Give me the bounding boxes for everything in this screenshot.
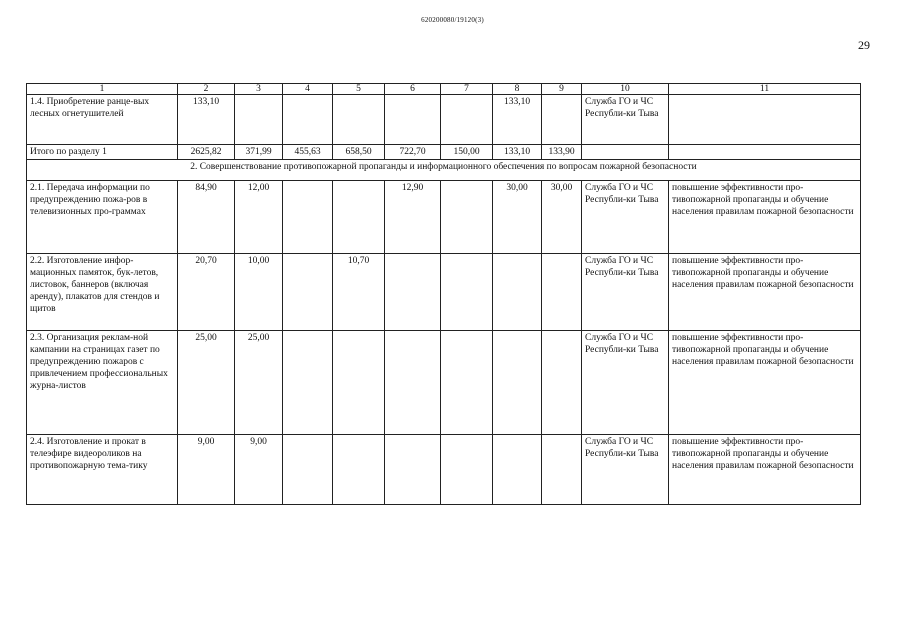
executor-cell: Служба ГО и ЧС Республи-ки Тыва — [582, 95, 669, 145]
column-header: 8 — [493, 84, 542, 95]
value-cell: 371,99 — [235, 145, 283, 160]
value-cell: 9,00 — [178, 435, 235, 505]
table-row — [27, 331, 861, 435]
value-cell — [385, 331, 441, 435]
value-cell: 133,10 — [178, 95, 235, 145]
value-cell — [542, 95, 582, 145]
value-cell — [542, 435, 582, 505]
total-row — [27, 145, 861, 160]
result-cell: повышение эффективности про-тивопожарной пропаганды и обучение населения правилам пожарной безопасности — [669, 181, 861, 254]
result-cell — [669, 95, 861, 145]
column-header: 2 — [178, 84, 235, 95]
value-cell — [333, 181, 385, 254]
section-row — [27, 160, 861, 181]
executor-cell — [582, 145, 669, 160]
value-cell — [441, 95, 493, 145]
value-cell: 150,00 — [441, 145, 493, 160]
value-cell — [441, 181, 493, 254]
value-cell — [385, 95, 441, 145]
value-cell: 30,00 — [493, 181, 542, 254]
value-cell — [235, 95, 283, 145]
value-cell: 455,63 — [283, 145, 333, 160]
executor-cell: Служба ГО и ЧС Республи-ки Тыва — [582, 181, 669, 254]
column-header: 10 — [582, 84, 669, 95]
column-header: 9 — [542, 84, 582, 95]
table-row — [27, 254, 861, 331]
value-cell: 722,70 — [385, 145, 441, 160]
result-cell — [669, 145, 861, 160]
value-cell — [493, 331, 542, 435]
document-id: 620200080/19120(3) — [421, 16, 484, 24]
column-header: 11 — [669, 84, 861, 95]
table-row — [27, 435, 861, 505]
table-row — [27, 181, 861, 254]
value-cell: 9,00 — [235, 435, 283, 505]
measure-name: 2.2. Изготовление инфор-мационных памяток, бук-летов, листовок, баннеров (включая аренду), плакатов для стендов и щитов — [27, 254, 178, 331]
total-label: Итого по разделу 1 — [27, 145, 178, 160]
value-cell: 10,00 — [235, 254, 283, 331]
value-cell — [385, 254, 441, 331]
executor-cell: Служба ГО и ЧС Республи-ки Тыва — [582, 435, 669, 505]
column-header: 5 — [333, 84, 385, 95]
column-header: 1 — [27, 84, 178, 95]
measure-name: 2.4. Изготовление и прокат в телеэфире видеороликов на противопожарную тема-тику — [27, 435, 178, 505]
value-cell — [283, 435, 333, 505]
value-cell: 2625,82 — [178, 145, 235, 160]
column-header: 6 — [385, 84, 441, 95]
page-number: 29 — [858, 38, 870, 52]
value-cell: 20,70 — [178, 254, 235, 331]
value-cell — [283, 331, 333, 435]
value-cell: 12,00 — [235, 181, 283, 254]
measure-name: 1.4. Приобретение ранце-вых лесных огнетушителей — [27, 95, 178, 145]
result-cell: повышение эффективности про-тивопожарной пропаганды и обучение населения правилам пожарной безопасности — [669, 331, 861, 435]
value-cell — [385, 435, 441, 505]
value-cell: 133,10 — [493, 145, 542, 160]
value-cell: 133,90 — [542, 145, 582, 160]
section-title: 2. Совершенствование противопожарной пропаганды и информационного обеспечения по вопросам пожарной безопасности — [27, 160, 861, 181]
value-cell: 10,70 — [333, 254, 385, 331]
measure-name: 2.3. Организация реклам-ной кампании на страницах газет по предупреждению пожаров с привлечением профессиональных журна-листов — [27, 331, 178, 435]
value-cell — [542, 254, 582, 331]
column-header: 7 — [441, 84, 493, 95]
value-cell — [493, 435, 542, 505]
value-cell — [333, 331, 385, 435]
value-cell — [542, 331, 582, 435]
value-cell: 12,90 — [385, 181, 441, 254]
value-cell: 658,50 — [333, 145, 385, 160]
executor-cell: Служба ГО и ЧС Республи-ки Тыва — [582, 254, 669, 331]
value-cell — [333, 435, 385, 505]
column-header: 4 — [283, 84, 333, 95]
column-number-row — [27, 84, 861, 95]
executor-cell: Служба ГО и ЧС Республи-ки Тыва — [582, 331, 669, 435]
value-cell — [283, 95, 333, 145]
value-cell: 133,10 — [493, 95, 542, 145]
value-cell — [441, 435, 493, 505]
program-table — [26, 83, 861, 505]
value-cell — [333, 95, 385, 145]
value-cell — [441, 254, 493, 331]
table-row — [27, 95, 861, 145]
value-cell: 84,90 — [178, 181, 235, 254]
result-cell: повышение эффективности про-тивопожарной пропаганды и обучение населения правилам пожарной безопасности — [669, 254, 861, 331]
value-cell — [283, 254, 333, 331]
measure-name: 2.1. Передача информации по предупреждению пожа-ров в телевизионных про-граммах — [27, 181, 178, 254]
value-cell: 25,00 — [235, 331, 283, 435]
value-cell — [493, 254, 542, 331]
value-cell — [441, 331, 493, 435]
result-cell: повышение эффективности про-тивопожарной пропаганды и обучение населения правилам пожарной безопасности — [669, 435, 861, 505]
value-cell: 25,00 — [178, 331, 235, 435]
value-cell: 30,00 — [542, 181, 582, 254]
column-header: 3 — [235, 84, 283, 95]
value-cell — [283, 181, 333, 254]
